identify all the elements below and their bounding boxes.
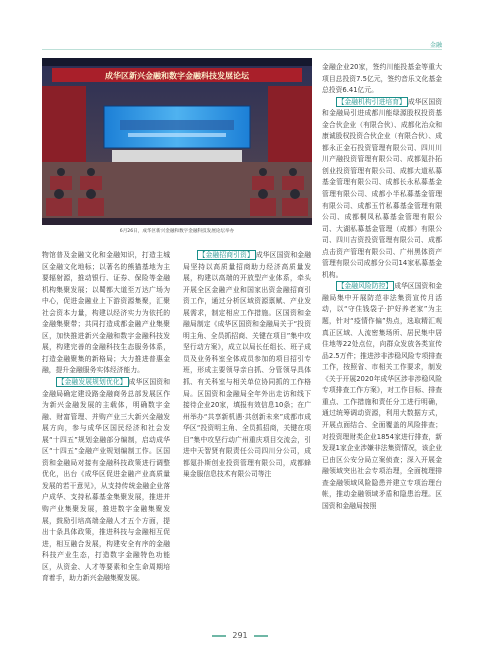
page-number: 291 [232, 631, 248, 640]
section-tag-institutions: 【金融机构引进培育】 [337, 97, 406, 106]
photo-caption: 6月26日，成华区新兴金融和数字金融科技发展论坛举办 [119, 229, 235, 234]
forum-photo [42, 58, 312, 225]
section-tag-investment: 【金融招商引资】 [198, 251, 254, 259]
header-rule [42, 49, 442, 50]
section-label: 金融 [429, 42, 442, 49]
text-column-3 [322, 62, 442, 512]
forum-photo-illustration [42, 58, 312, 225]
section-tag-planning: 【金融发展规划优化】 [57, 378, 127, 387]
paragraph: 金融企业20家，签约川能投基金等重大项目总投资7.5亿元，签约音乐文化基金总投资6.41亿元。 [322, 63, 442, 95]
paragraph: 成华区国资和金融局坚持以高质量招商助力经济高质量发展，构建以高端的开放型产业体系，牵头开展全区金融产业和国家出资金融招商引资工作，通过分析区域资源禀赋、产业发展需求，制定相应工作措施。区国资和金融局制定《成华区国资和金融局关于“投资明主角、全员抓招商、关键在项目”集中攻坚行动方案》，成立以局长任组长、班子成员及业务科室全体成员参加的项目招引专班，形成主要领导亲自抓、分管领导具体抓、有关科室与相关单位协同抓的工作格局。区国资和金融局全年外出走访和线下接待企业20家，填报有效信息10条；在广州举办“共享新机遇·共创新未来”成都市成华区“投资明主角、全员抓招商，关键在项目”集中攻坚行动广州重庆项目交流会，引进中天智贤有限责任公司四川分公司，成都氪扑斯创业投资管理有限公司，成都蜂巢金服信息技术有限公司等注 [183, 251, 312, 479]
paragraph: 成华区国资和金融局引进成都川能绿源股权投资基金合伙企业（有限合伙）、成都化治众和康诚股权投资合伙企业（有限合伙）、成都永正金石投资管理有限公司、四川川川产融投资管理有限公司、成都氪扑拓创业投资管理有限公司、成都大道私募基金管理有限公司、成都长永私募基金管理有限公司、成都小半私募基金管理有限公司、成都玉竹私募基金管理有限公司、成都桐凤私募基金管理有限公司、大湖私募基金管理（成都）有限公司、四川吉资投资管理有限公司、成都点击资产管理有限公司、广州黑体资产管理有限公司成都分公司14家私募基金机构。 [322, 97, 443, 279]
banner-text: 成华区新兴金融和数字金融科技发展论坛 [105, 71, 249, 81]
page-number-footer [0, 631, 480, 640]
footer-ornament-left [212, 635, 226, 637]
paragraph: 成华区国资和金融局集中开展防范非法集资宣传月活动，以“守住钱袋子·护好养老家”为主题，针对“疫情作偏”热点，选取精汇观真正区域、人流密集场所、居民集中居住地等22处点位，向群众发放各类宣传品2.5万件；推进涉非涉稳风险专项排查工作，按照省、市相关工作要求，制发《关于开展2020年成华区涉非涉稳风险专项排查工作方案》，对工作目标、排查重点、工作措施和责任分工进行明确，通过统筹调动资源，利用大数据方式，开展点面结合、全面覆盖的风险排查；对投资理财类企业1854家进行排查，新发现1家企业涉嫌非法集资情况，该企业已由区公安分局立案侦查；深入开展金融领域突出社会专项治理，全面梳理排查金融领域风险隐患并建立专项治理台帐，推动金融领域矛盾和隐患治理。区国资和金融局按照 [322, 282, 443, 510]
footer-ornament-right [254, 635, 268, 637]
text-column-2 [183, 250, 311, 481]
text-column-1 [42, 250, 170, 585]
paragraph: 物馆普及金融文化和金融知识，打造主城区金融文化地标；以著名的熊猫基地为主要辐射源，推动银行、证券、保险等金融机构集聚发展；以蜀都大道至万达广场为中心，促进金融业上下游资源集聚，汇聚社会资本力量，构建以经济实力为依托的金融集聚带；共同打造成都金融产业集聚区，加快推进新兴金融和数字金融科技发展，构建完善的金融科技生态服务体系，打造金融聚集的新格局；大力推进普惠金融，提升金融服务实体经济能力。 [42, 251, 170, 375]
paragraph: 成华区国资和金融局确定建设路金融商务总部发展区作为新兴金融发展的主载体，明确数字金融、财富管理、并购产业三大新兴金融发展方向，参与成华区国民经济和社会发展“十四五”规划金融部分编制，启动成华区“十四五”金融产业规划编制工作。区国资和金融局对接有金融科技政策进行调整优化，出台《成华区促进金融产业高质量发展的若干意见》，从支持传统金融企业落户成华、支持私募基金集聚发展，推进并购产业集聚发展，推进数字金融集聚发展，鼓励引培高端金融人才五个方面，提出十条具体政策，推进科技与金融相互促进，相互融合发展，构建安全有序的金融科技产业生态，打造数字金融特色功能区，从资金、人才等要素和全生命周期培育着手，助力新兴金融集聚发展。 [42, 378, 171, 583]
section-tag-risk: 【金融风险防控】 [337, 282, 393, 291]
